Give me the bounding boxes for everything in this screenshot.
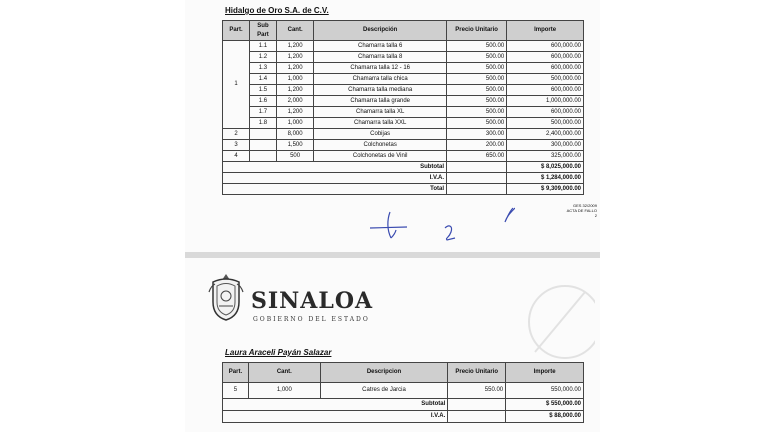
- cell-description: Chamarra talla grande: [314, 96, 447, 107]
- summary-row: [223, 411, 584, 423]
- document-page-2: [185, 258, 600, 432]
- cell-subpart: 1.2: [249, 52, 276, 63]
- cell-description: Chamarra talla XL: [314, 107, 447, 118]
- cell-amount: 600,000.00: [507, 85, 584, 96]
- footnote-line: GES 32/2009: [572, 203, 597, 208]
- cell-description: Chamarra talla 12 - 16: [314, 63, 447, 74]
- header-qty: Cant.: [276, 21, 313, 41]
- header-qty: Cant.: [248, 363, 320, 383]
- cell-subpart: [249, 151, 276, 162]
- cell-amount: 500,000.00: [507, 74, 584, 85]
- summary-spacer: [447, 184, 507, 195]
- summary-value: $ 88,000.00: [506, 411, 584, 423]
- state-seal-logo: [207, 272, 245, 322]
- table-row: [223, 85, 584, 96]
- table-row: [223, 383, 584, 399]
- header-amount: Importe: [506, 363, 584, 383]
- cell-unit-price: 500.00: [447, 85, 507, 96]
- cell-subpart: 1.4: [249, 74, 276, 85]
- cell-unit-price: 650.00: [447, 151, 507, 162]
- cell-amount: 600,000.00: [507, 41, 584, 52]
- summary-row: [223, 184, 584, 195]
- summary-value: $ 9,309,000.00: [507, 184, 584, 195]
- cell-description: Colchonetas: [314, 140, 447, 151]
- header-part: Part.: [223, 21, 250, 41]
- table-row: [223, 63, 584, 74]
- cell-amount: 300,000.00: [507, 140, 584, 151]
- cell-description: Chamarra talla 6: [314, 41, 447, 52]
- header-part: Part.: [223, 363, 249, 383]
- header-subpart: Sub Part: [249, 21, 276, 41]
- table-row: [223, 107, 584, 118]
- table-row: [223, 52, 584, 63]
- table-row: [223, 41, 584, 52]
- cell-amount: 600,000.00: [507, 52, 584, 63]
- cell-amount: 1,000,000.00: [507, 96, 584, 107]
- cell-qty: 1,200: [276, 41, 313, 52]
- summary-spacer: [448, 411, 506, 423]
- cell-subpart: 1.1: [249, 41, 276, 52]
- summary-value: $ 8,025,000.00: [507, 162, 584, 173]
- cell-qty: 1,000: [248, 383, 320, 399]
- summary-label: I.V.A.: [223, 173, 447, 184]
- document-page-1: [185, 0, 600, 252]
- cell-amount: 325,000.00: [507, 151, 584, 162]
- summary-row: [223, 173, 584, 184]
- cell-qty: 1,200: [276, 63, 313, 74]
- cell-unit-price: 500.00: [447, 52, 507, 63]
- cell-qty: 8,000: [276, 129, 313, 140]
- supplier-title: Laura Araceli Payán Salazar: [225, 348, 332, 357]
- cell-amount: 550,000.00: [506, 383, 584, 399]
- table-row: [223, 118, 584, 129]
- cell-description: Chamarra talla XXL: [314, 118, 447, 129]
- table-row: [223, 151, 584, 162]
- cell-part: 3: [223, 140, 250, 151]
- cell-subpart: 1.7: [249, 107, 276, 118]
- brand-name: SINALOA: [251, 288, 374, 314]
- cell-unit-price: 300.00: [447, 129, 507, 140]
- header-unit-price: Precio Unitario: [447, 21, 507, 41]
- cell-qty: 1,200: [276, 107, 313, 118]
- cell-part: 2: [223, 129, 250, 140]
- cell-subpart: [249, 140, 276, 151]
- cell-description: Chamarra talla mediana: [314, 85, 447, 96]
- supplier-title: Hidalgo de Oro S.A. de C.V.: [225, 6, 329, 15]
- brand-subtitle: GOBIERNO DEL ESTADO: [253, 316, 370, 323]
- footnote: [545, 203, 597, 218]
- cell-unit-price: 500.00: [447, 63, 507, 74]
- summary-spacer: [448, 399, 506, 411]
- summary-row: [223, 162, 584, 173]
- cell-unit-price: 500.00: [447, 41, 507, 52]
- cell-unit-price: 500.00: [447, 74, 507, 85]
- summary-value: $ 1,284,000.00: [507, 173, 584, 184]
- header-amount: Importe: [507, 21, 584, 41]
- header-description: Descripcion: [320, 363, 448, 383]
- summary-spacer: [447, 162, 507, 173]
- summary-label: Subtotal: [223, 399, 448, 411]
- cell-subpart: 1.5: [249, 85, 276, 96]
- cell-description: Chamarra talla chica: [314, 74, 447, 85]
- table-row: [223, 129, 584, 140]
- cell-unit-price: 200.00: [447, 140, 507, 151]
- summary-label: I.V.A.: [223, 411, 448, 423]
- summary-value: $ 550,000.00: [506, 399, 584, 411]
- cell-subpart: 1.6: [249, 96, 276, 107]
- summary-row: [223, 399, 584, 411]
- table-row: [223, 74, 584, 85]
- cell-qty: 1,200: [276, 52, 313, 63]
- signatures-image: [365, 200, 515, 250]
- cell-subpart: 1.8: [249, 118, 276, 129]
- cell-unit-price: 500.00: [447, 107, 507, 118]
- summary-label: Total: [223, 184, 447, 195]
- cell-amount: 600,000.00: [507, 63, 584, 74]
- footnote-line: 2: [594, 213, 597, 218]
- cell-description: Colchonetas de Vinil: [314, 151, 447, 162]
- table-row: [223, 96, 584, 107]
- cell-amount: 500,000.00: [507, 118, 584, 129]
- cell-part: 4: [223, 151, 250, 162]
- table-header-row: [223, 363, 584, 383]
- items-table: [222, 362, 584, 423]
- cell-description: Cobijas: [314, 129, 447, 140]
- footnote-line: ACTA DE FALLO: [566, 208, 597, 213]
- watermark-image: [515, 282, 595, 362]
- cell-subpart: [249, 129, 276, 140]
- cell-description: Chamarra talla 8: [314, 52, 447, 63]
- cell-qty: 1,200: [276, 85, 313, 96]
- items-table: [222, 20, 584, 195]
- header-unit-price: Precio Unitario: [448, 363, 506, 383]
- cell-amount: 2,400,000.00: [507, 129, 584, 140]
- cell-unit-price: 550.00: [448, 383, 506, 399]
- cell-part: 1: [223, 41, 250, 129]
- cell-qty: 500: [276, 151, 313, 162]
- cell-unit-price: 500.00: [447, 118, 507, 129]
- header-description: Descripción: [314, 21, 447, 41]
- cell-subpart: 1.3: [249, 63, 276, 74]
- cell-description: Catres de Jarcia: [320, 383, 448, 399]
- table-row: [223, 140, 584, 151]
- cell-qty: 1,500: [276, 140, 313, 151]
- table-header-row: [223, 21, 584, 41]
- cell-qty: 2,000: [276, 96, 313, 107]
- summary-label: Subtotal: [223, 162, 447, 173]
- cell-part: 5: [223, 383, 249, 399]
- summary-spacer: [447, 173, 507, 184]
- cell-unit-price: 500.00: [447, 96, 507, 107]
- cell-qty: 1,000: [276, 74, 313, 85]
- cell-amount: 600,000.00: [507, 107, 584, 118]
- cell-qty: 1,000: [276, 118, 313, 129]
